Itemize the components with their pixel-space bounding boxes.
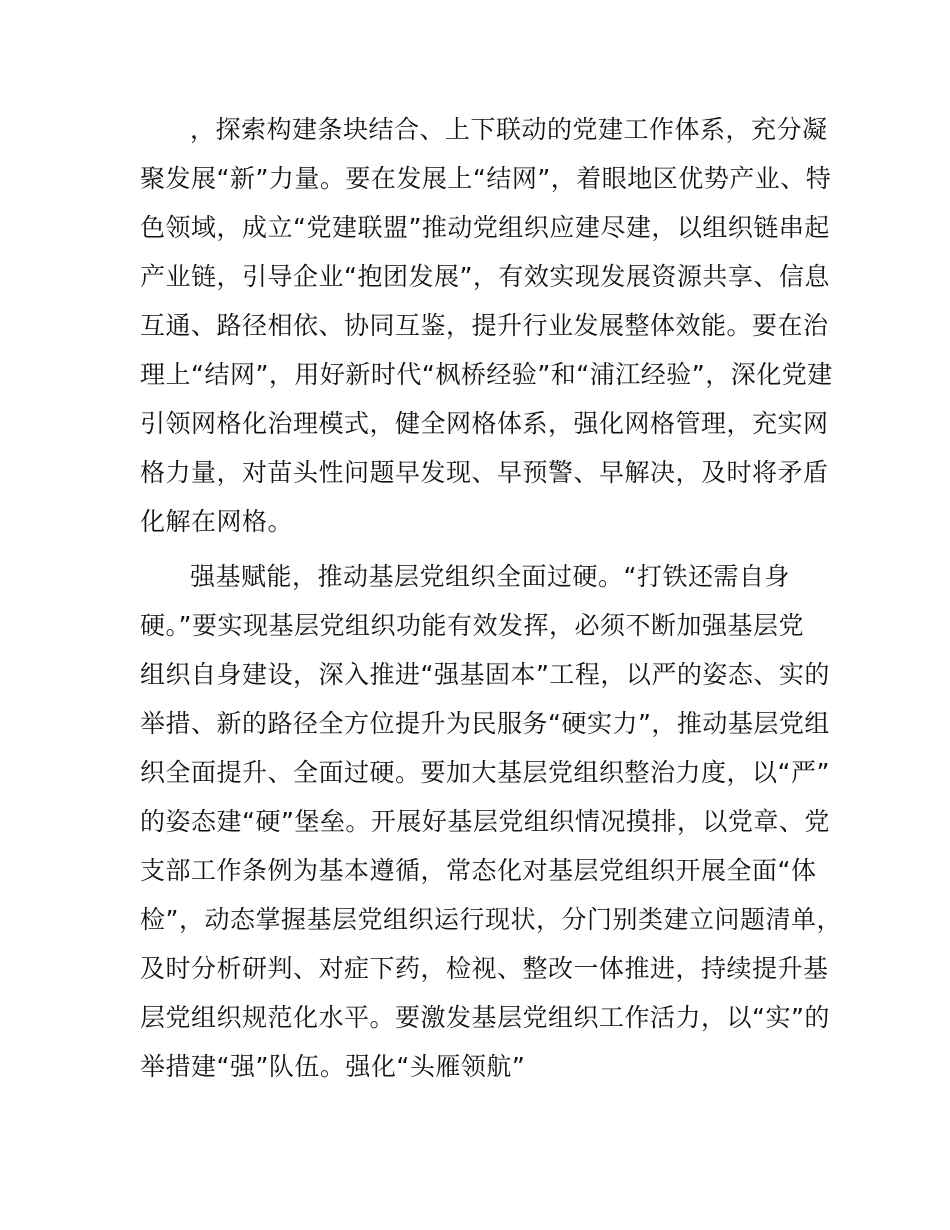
paragraph-line: 引领网格化治理模式，健全网格体系，强化网格管理，充实网 xyxy=(140,409,829,438)
paragraph-line: 的姿态建“硬”堡垒。开展好基层党组织情况摸排，以党章、党 xyxy=(140,807,830,836)
paragraph-line: 组织自身建设，深入推进“强基固本”工程，以严的姿态、实的 xyxy=(140,660,830,689)
paragraph-line: 互通、路径相依、协同互鉴，提升行业发展整体效能。要在治 xyxy=(140,311,829,340)
paragraph-line: 聚发展“新”力量。要在发展上“结网”，着眼地区优势产业、特 xyxy=(140,164,832,193)
paragraph-line: 格力量，对苗头性问题早发现、早预警、早解决，及时将矛盾 xyxy=(140,458,829,487)
paragraph-line: 化解在网格。 xyxy=(140,507,294,536)
paragraph-line: 硬。”要实现基层党组织功能有效发挥，必须不断加强基层党 xyxy=(140,611,804,640)
paragraph-strengthen-foundation xyxy=(140,552,842,1091)
paragraph-line: 理上“结网”，用好新时代“枫桥经验”和“浦江经验”，深化党建 xyxy=(140,360,833,389)
paragraph-line: 检”，动态掌握基层党组织运行现状，分门别类建立问题清单， xyxy=(140,905,842,934)
paragraph-line: 层党组织规范化水平。要激发基层党组织工作活力，以“实”的 xyxy=(140,1003,830,1032)
paragraph-line: 举措建“强”队伍。强化“头雁领航” xyxy=(140,1052,526,1081)
paragraph-line: 支部工作条例为基本遵循，常态化对基层党组织开展全面“体 xyxy=(140,856,817,885)
paragraph-line: 产业链，引导企业“抱团发展”，有效实现发展资源共享、信息 xyxy=(140,262,830,291)
paragraph-line: 色领域，成立“党建联盟”推动党组织应建尽建，以组织链串起 xyxy=(140,213,830,242)
paragraph-line: 强基赋能，推动基层党组织全面过硬。“打铁还需自身 xyxy=(190,562,790,591)
paragraph-line: 及时分析研判、对症下药，检视、整改一体推进，持续提升基 xyxy=(140,954,829,983)
paragraph-line: 举措、新的路径全方位提升为民服务“硬实力”，推动基层党组 xyxy=(140,709,830,738)
paragraph-line: 织全面提升、全面过硬。要加大基层党组织整治力度，以“严” xyxy=(140,758,830,787)
paragraph-grid-governance xyxy=(140,105,833,546)
paragraph-line: ，探索构建条块结合、上下联动的党建工作体系，充分凝 xyxy=(190,115,828,144)
